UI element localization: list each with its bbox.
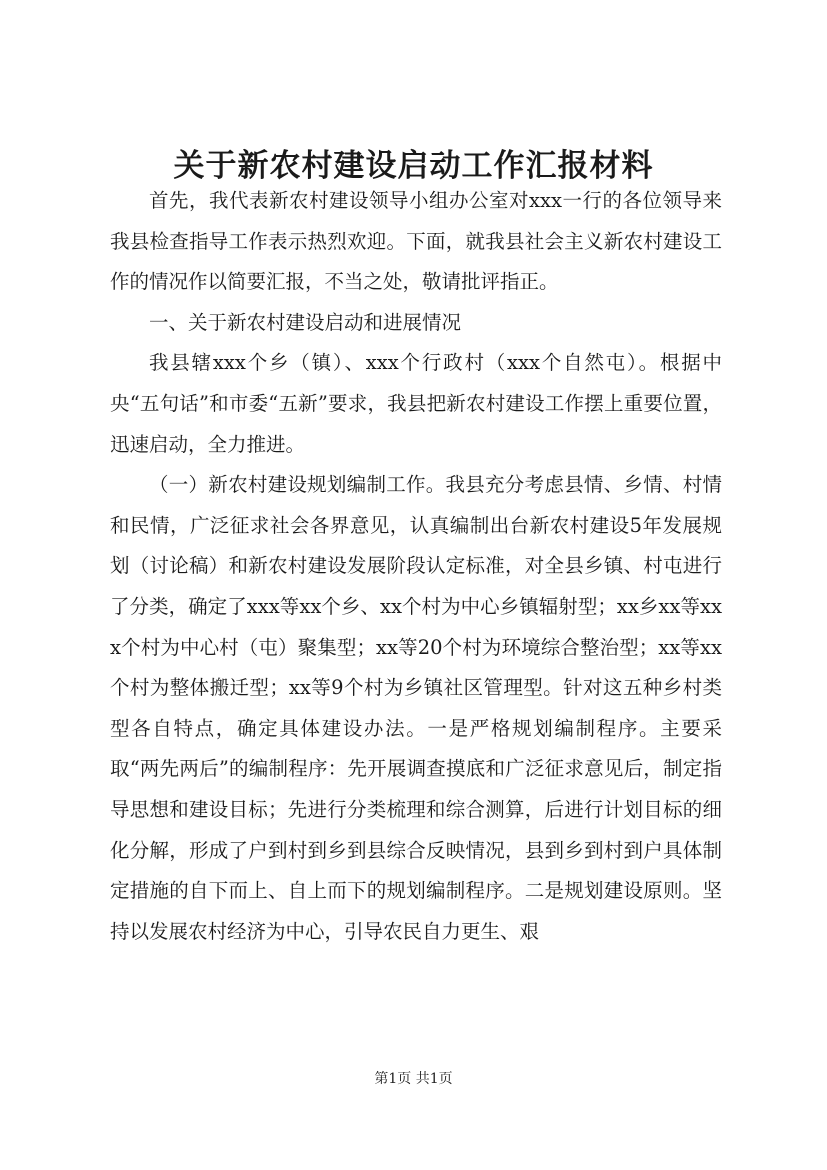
paragraph-intro: 首先，我代表新农村建设领导小组办公室对xxx一行的各位领导来我县检查指导工作表示热烈欢迎。下面，就我县社会主义新农村建设工作的情况作以简要汇报，不当之处，敬请批评指正。: [110, 189, 722, 294]
document-body: [110, 181, 722, 952]
paragraph-county-overview: 我县辖xxx个乡（镇）、xxx个行政村（xxx个自然屯）。根据中央“五句话”和市委“五新”要求，我县把新农村建设工作摆上重要位置，迅速启动，全力推进。: [110, 351, 722, 456]
page-footer: 第1页 共1页: [374, 1071, 453, 1087]
paragraph-planning-work: （一）新农村建设规划编制工作。我县充分考虑县情、乡情、村情和民情，广泛征求社会各界意见，认真编制出台新农村建设5年发展规划（讨论稿）和新农村建设发展阶段认定标准，对全县乡镇、村屯进行了分类，确定了xxx等xx个乡、xx个村为中心乡镇辐射型；xx乡xx等xxx个村为中心村（屯）聚集型；xx等20个村为环境综合整治型；xx等xx个村为整体搬迁型；xx等9个村为乡镇社区管理型。针对这五种乡村类型各自特点，确定具体建设办法。一是严格规划编制程序。主要采取“两先两后”的编制程序：先开展调查摸底和广泛征求意见后，制定指导思想和建设目标；先进行分类梳理和综合测算，后进行计划目标的细化分解，形成了户到村到乡到县综合反映情况，县到乡到村到户具体制定措施的自下而上、自上而下的规划编制程序。二是规划建设原则。坚持以发展农村经济为中心，引导农民自力更生、艰: [110, 473, 722, 943]
section-heading-1: 一、关于新农村建设启动和进展情况: [149, 310, 462, 334]
document-title: 关于新农村建设启动工作汇报材料: [173, 148, 654, 184]
